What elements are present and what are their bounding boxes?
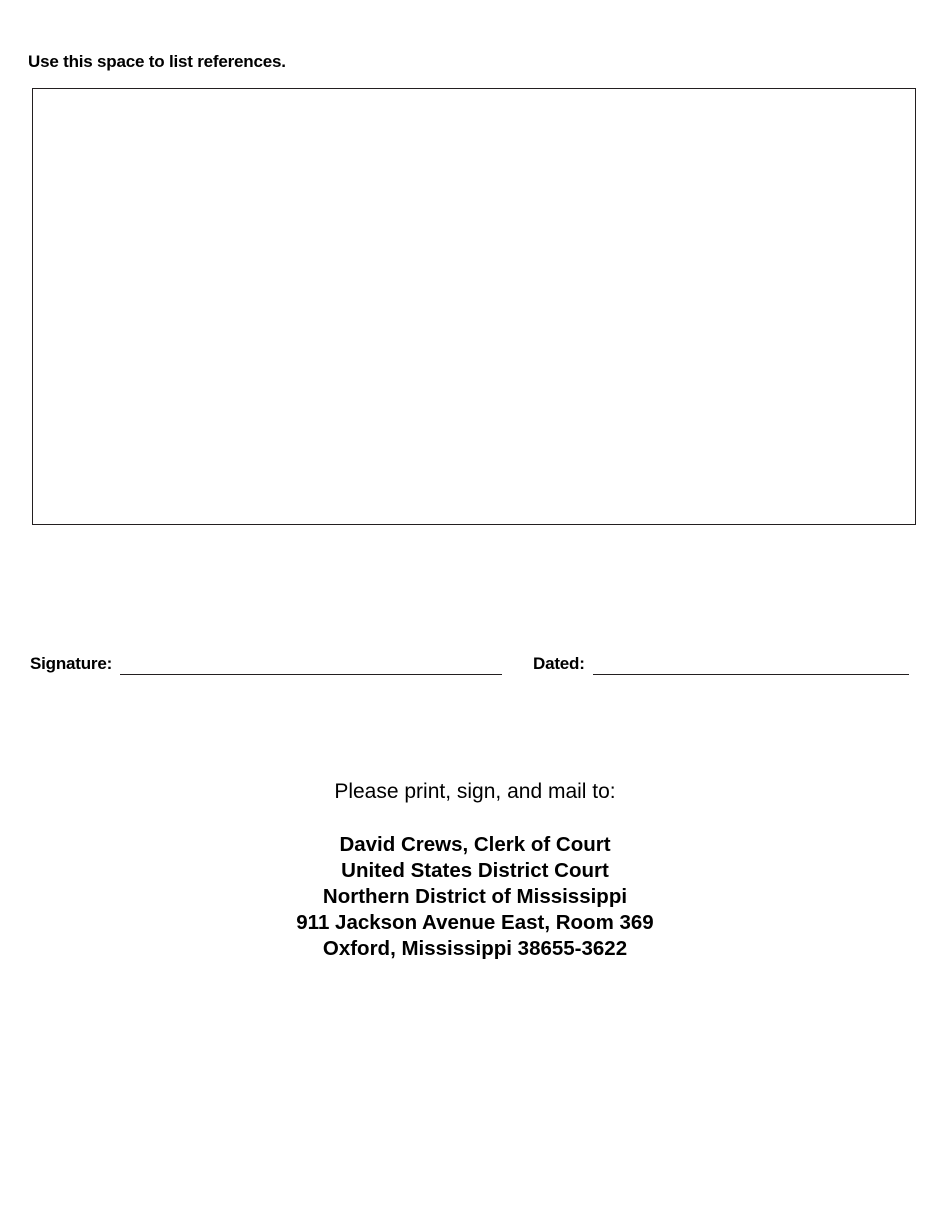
mailing-instruction: Please print, sign, and mail to: (334, 780, 616, 803)
address-line: 911 Jackson Avenue East, Room 369 (296, 911, 654, 934)
address-line: David Crews, Clerk of Court (339, 833, 611, 856)
mailing-address (0, 832, 950, 962)
signature-row (30, 654, 920, 678)
signature-label: Signature: (30, 654, 113, 673)
address-line: Northern District of Mississippi (322, 885, 628, 908)
signature-line[interactable] (120, 674, 502, 675)
references-label: Use this space to list references. (28, 52, 286, 71)
dated-label: Dated: (533, 654, 585, 673)
address-line: Oxford, Mississippi 38655-3622 (322, 937, 628, 960)
address-line: United States District Court (341, 859, 609, 882)
dated-line[interactable] (593, 674, 909, 675)
references-text-area[interactable] (32, 88, 916, 525)
